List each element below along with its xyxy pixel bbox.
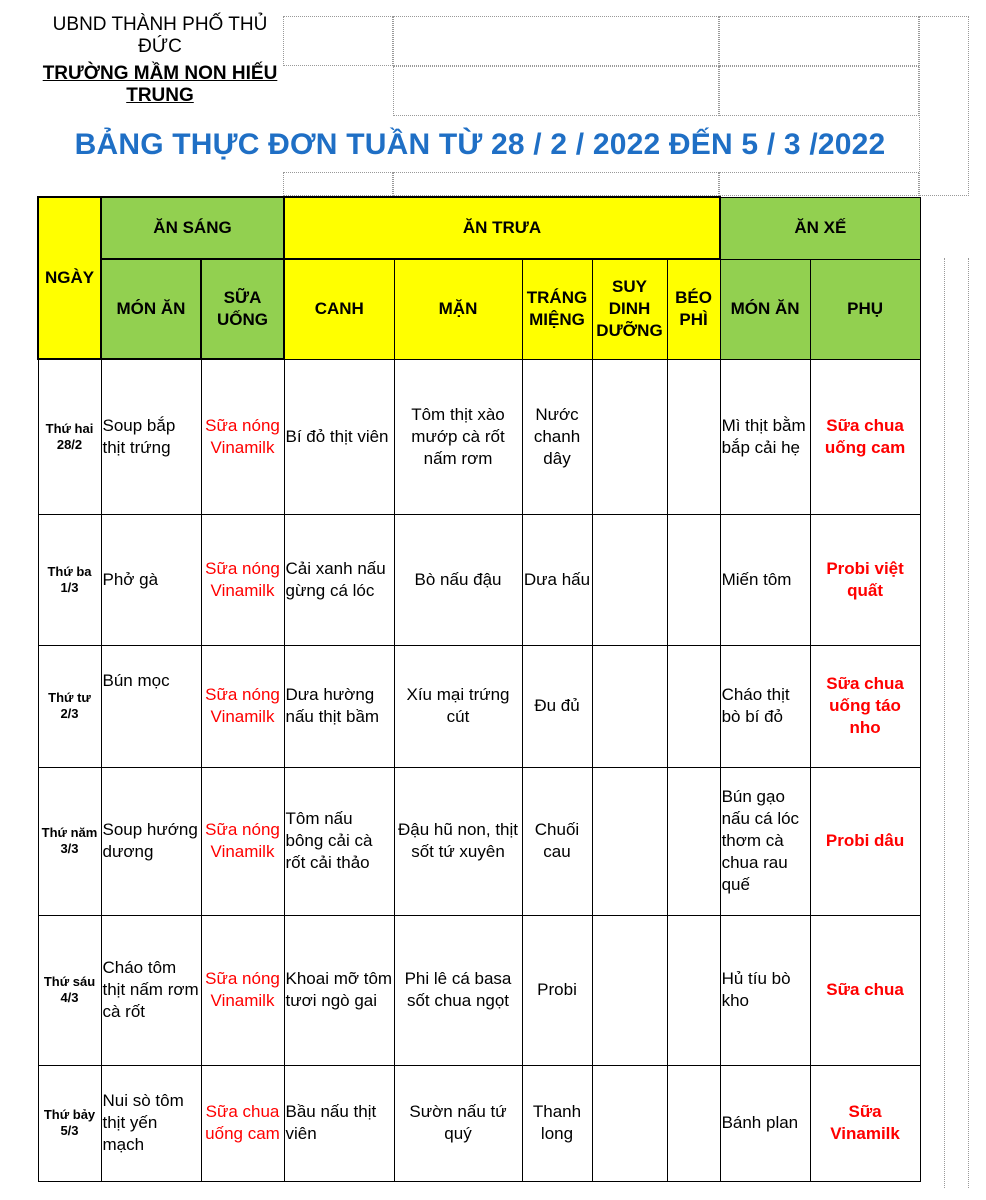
lunch-malnutrition	[592, 359, 667, 514]
header-man: MẶN	[394, 259, 522, 359]
lunch-obesity	[667, 359, 720, 514]
breakfast-milk: Sữa nóng Vinamilk	[201, 767, 284, 915]
lunch-soup: Dưa hường nấu thịt bầm	[284, 645, 394, 767]
day-cell: Thứ hai 28/2	[38, 359, 101, 514]
snack-side: Sữa chua	[810, 915, 920, 1065]
header-beo-phi: BÉO PHÌ	[667, 259, 720, 359]
sheet-grid-line	[968, 258, 969, 1188]
snack-dish: Bánh plan	[720, 1065, 810, 1181]
lunch-dessert: Đu đủ	[522, 645, 592, 767]
menu-table	[37, 196, 921, 1182]
lunch-malnutrition	[592, 1065, 667, 1181]
day-cell: Thứ năm 3/3	[38, 767, 101, 915]
lunch-soup: Bí đỏ thịt viên	[284, 359, 394, 514]
header-canh: CANH	[284, 259, 394, 359]
header-an-sang: ĂN SÁNG	[101, 197, 284, 259]
lunch-obesity	[667, 514, 720, 645]
snack-side: Sữa Vinamilk	[810, 1065, 920, 1181]
lunch-main: Xíu mại trứng cút	[394, 645, 522, 767]
lunch-malnutrition	[592, 915, 667, 1065]
header-an-trua: ĂN TRƯA	[284, 197, 720, 259]
school-name: TRƯỜNG MẦM NON HIẾU TRUNG	[42, 63, 278, 106]
day-cell: Thứ ba 1/3	[38, 514, 101, 645]
breakfast-milk: Sữa chua uống cam	[201, 1065, 284, 1181]
lunch-obesity	[667, 767, 720, 915]
org-name: UBND THÀNH PHỐ THỦ ĐỨC	[52, 14, 268, 57]
day-cell: Thứ tư 2/3	[38, 645, 101, 767]
lunch-dessert: Nước chanh dây	[522, 359, 592, 514]
lunch-main: Phi lê cá basa sốt chua ngọt	[394, 915, 522, 1065]
lunch-obesity	[667, 1065, 720, 1181]
breakfast-dish: Nui sò tôm thịt yến mạch	[101, 1065, 201, 1181]
snack-side: Sữa chua uống táo nho	[810, 645, 920, 767]
snack-dish: Bún gạo nấu cá lóc thơm cà chua rau quế	[720, 767, 810, 915]
sheet-grid-cell	[393, 66, 719, 116]
lunch-soup: Cải xanh nấu gừng cá lóc	[284, 514, 394, 645]
sheet-grid-cell	[283, 172, 393, 196]
sheet-grid-cell	[719, 66, 919, 116]
snack-dish: Hủ tíu bò kho	[720, 915, 810, 1065]
lunch-main: Đậu hũ non, thịt sốt tứ xuyên	[394, 767, 522, 915]
header-suy-dinh-duong: SUY DINH DƯỠNG	[592, 259, 667, 359]
header-an-xe: ĂN XẾ	[720, 197, 920, 259]
day-cell: Thứ bảy 5/3	[38, 1065, 101, 1181]
breakfast-dish: Soup bắp thịt trứng	[101, 359, 201, 514]
lunch-dessert: Dưa hấu	[522, 514, 592, 645]
header-mon-an-xe: MÓN ĂN	[720, 259, 810, 359]
lunch-obesity	[667, 915, 720, 1065]
lunch-dessert: Probi	[522, 915, 592, 1065]
lunch-main: Bò nấu đậu	[394, 514, 522, 645]
lunch-soup: Tôm nấu bông cải cà rốt cải thảo	[284, 767, 394, 915]
snack-side: Probi việt quất	[810, 514, 920, 645]
breakfast-dish: Soup hướng dương	[101, 767, 201, 915]
header-phu: PHỤ	[810, 259, 920, 359]
sheet-grid-cell	[919, 16, 969, 196]
header-mon-an-sang: MÓN ĂN	[101, 259, 201, 359]
snack-dish: Miến tôm	[720, 514, 810, 645]
sheet-grid-cell	[719, 16, 919, 66]
table-row	[38, 514, 920, 645]
breakfast-dish: Phở gà	[101, 514, 201, 645]
breakfast-dish: Bún mọc	[101, 645, 201, 767]
lunch-obesity	[667, 645, 720, 767]
lunch-soup: Khoai mỡ tôm tươi ngò gai	[284, 915, 394, 1065]
snack-dish: Cháo thịt bò bí đỏ	[720, 645, 810, 767]
table-row	[38, 1065, 920, 1181]
snack-side: Probi dâu	[810, 767, 920, 915]
lunch-dessert: Thanh long	[522, 1065, 592, 1181]
table-row	[38, 645, 920, 767]
lunch-malnutrition	[592, 514, 667, 645]
day-cell: Thứ sáu 4/3	[38, 915, 101, 1065]
lunch-malnutrition	[592, 767, 667, 915]
breakfast-milk: Sữa nóng Vinamilk	[201, 514, 284, 645]
table-row	[38, 767, 920, 915]
header-ngay: NGÀY	[38, 197, 101, 359]
table-row	[38, 915, 920, 1065]
lunch-malnutrition	[592, 645, 667, 767]
sheet-grid-cell	[719, 172, 919, 196]
breakfast-milk: Sữa nóng Vinamilk	[201, 359, 284, 514]
sheet-grid-line	[944, 258, 945, 1188]
snack-dish: Mì thịt bằm bắp cải hẹ	[720, 359, 810, 514]
lunch-soup: Bầu nấu thịt viên	[284, 1065, 394, 1181]
header-trang-mieng: TRÁNG MIỆNG	[522, 259, 592, 359]
breakfast-milk: Sữa nóng Vinamilk	[201, 915, 284, 1065]
sheet-grid-cell	[393, 172, 719, 196]
lunch-main: Tôm thịt xào mướp cà rốt nấm rơm	[394, 359, 522, 514]
header-sua-uong: SỮA UỐNG	[201, 259, 284, 359]
breakfast-dish: Cháo tôm thịt nấm rơm cà rốt	[101, 915, 201, 1065]
lunch-dessert: Chuối cau	[522, 767, 592, 915]
breakfast-milk: Sữa nóng Vinamilk	[201, 645, 284, 767]
snack-side: Sữa chua uống cam	[810, 359, 920, 514]
lunch-main: Sườn nấu tứ quý	[394, 1065, 522, 1181]
table-row	[38, 359, 920, 514]
page-title: BẢNG THỰC ĐƠN TUẦN TỪ 28 / 2 / 2022 ĐẾN 5 / 3 /2022	[74, 128, 886, 161]
sheet-grid-cell	[283, 16, 393, 66]
sheet-grid-cell	[393, 16, 719, 66]
